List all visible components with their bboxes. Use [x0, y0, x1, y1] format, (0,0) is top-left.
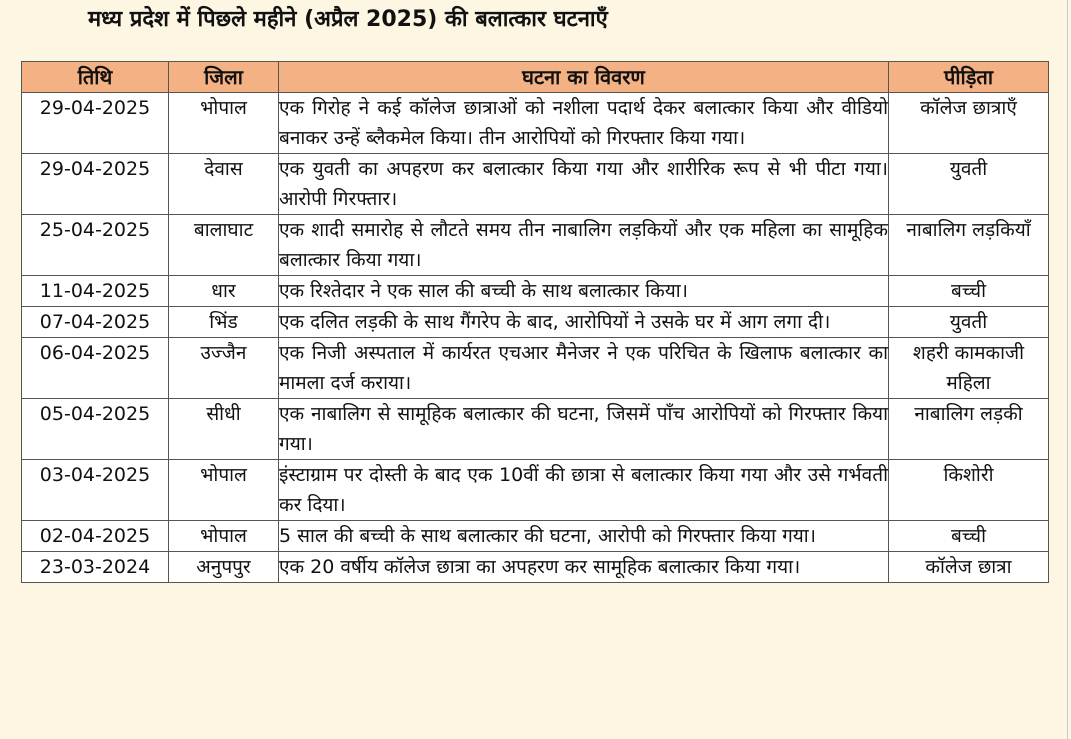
district-cell: भोपाल — [169, 93, 279, 154]
date-cell: 25-04-2025 — [22, 215, 169, 276]
table-row — [22, 338, 1049, 399]
column-header-district: जिला — [169, 62, 279, 93]
table-row — [22, 521, 1049, 552]
district-cell: देवास — [169, 154, 279, 215]
victim-cell: शहरी कामकाजी महिला — [889, 338, 1049, 399]
victim-cell: नाबालिग लड़की — [889, 399, 1049, 460]
description-cell: एक युवती का अपहरण कर बलात्कार किया गया और शारीरिक रूप से भी पीटा गया। आरोपी गिरफ्तार। — [279, 154, 889, 215]
date-cell: 29-04-2025 — [22, 93, 169, 154]
description-cell: एक दलित लड़की के साथ गैंगरेप के बाद, आरोपियों ने उसके घर में आग लगा दी। — [279, 307, 889, 338]
table-row — [22, 460, 1049, 521]
incidents-table — [21, 61, 1049, 583]
district-cell: बालाघाट — [169, 215, 279, 276]
district-cell: उज्जैन — [169, 338, 279, 399]
table-row — [22, 399, 1049, 460]
page-edge-divider — [1067, 0, 1068, 739]
description-cell: एक रिश्तेदार ने एक साल की बच्ची के साथ बलात्कार किया। — [279, 276, 889, 307]
description-cell: एक गिरोह ने कई कॉलेज छात्राओं को नशीला पदार्थ देकर बलात्कार किया और वीडियो बनाकर उन्हें ब्लैकमेल किया। तीन आरोपियों को गिरफ्तार किया गया। — [279, 93, 889, 154]
victim-cell: युवती — [889, 154, 1049, 215]
date-cell: 02-04-2025 — [22, 521, 169, 552]
table-row — [22, 552, 1049, 583]
description-cell: 5 साल की बच्ची के साथ बलात्कार की घटना, आरोपी को गिरफ्तार किया गया। — [279, 521, 889, 552]
victim-cell: बच्ची — [889, 276, 1049, 307]
table-row — [22, 276, 1049, 307]
table-row — [22, 154, 1049, 215]
district-cell: सीधी — [169, 399, 279, 460]
description-cell: एक शादी समारोह से लौटते समय तीन नाबालिग लड़कियों और एक महिला का सामूहिक बलात्कार किया गया। — [279, 215, 889, 276]
victim-cell: किशोरी — [889, 460, 1049, 521]
table-header-row — [22, 62, 1049, 93]
date-cell: 06-04-2025 — [22, 338, 169, 399]
column-header-victim: पीड़िता — [889, 62, 1049, 93]
date-cell: 03-04-2025 — [22, 460, 169, 521]
district-cell: भोपाल — [169, 460, 279, 521]
victim-cell: युवती — [889, 307, 1049, 338]
date-cell: 07-04-2025 — [22, 307, 169, 338]
date-cell: 29-04-2025 — [22, 154, 169, 215]
victim-cell: कॉलेज छात्राएँ — [889, 93, 1049, 154]
column-header-description: घटना का विवरण — [279, 62, 889, 93]
date-cell: 05-04-2025 — [22, 399, 169, 460]
column-header-date: तिथि — [22, 62, 169, 93]
victim-cell: बच्ची — [889, 521, 1049, 552]
district-cell: अनुपपुर — [169, 552, 279, 583]
page-title: मध्य प्रदेश में पिछले महीने (अप्रैल 2025) की बलात्कार घटनाएँ — [88, 7, 608, 32]
description-cell: इंस्टाग्राम पर दोस्ती के बाद एक 10वीं की छात्रा से बलात्कार किया गया और उसे गर्भवती कर दिया। — [279, 460, 889, 521]
table-row — [22, 215, 1049, 276]
date-cell: 11-04-2025 — [22, 276, 169, 307]
description-cell: एक नाबालिग से सामूहिक बलात्कार की घटना, जिसमें पाँच आरोपियों को गिरफ्तार किया गया। — [279, 399, 889, 460]
victim-cell: नाबालिग लड़कियाँ — [889, 215, 1049, 276]
table-row — [22, 307, 1049, 338]
district-cell: भिंड — [169, 307, 279, 338]
district-cell: भोपाल — [169, 521, 279, 552]
description-cell: एक निजी अस्पताल में कार्यरत एचआर मैनेजर ने एक परिचित के खिलाफ बलात्कार का मामला दर्ज कराया। — [279, 338, 889, 399]
district-cell: धार — [169, 276, 279, 307]
table-row — [22, 93, 1049, 154]
victim-cell: कॉलेज छात्रा — [889, 552, 1049, 583]
description-cell: एक 20 वर्षीय कॉलेज छात्रा का अपहरण कर सामूहिक बलात्कार किया गया। — [279, 552, 889, 583]
date-cell: 23-03-2024 — [22, 552, 169, 583]
